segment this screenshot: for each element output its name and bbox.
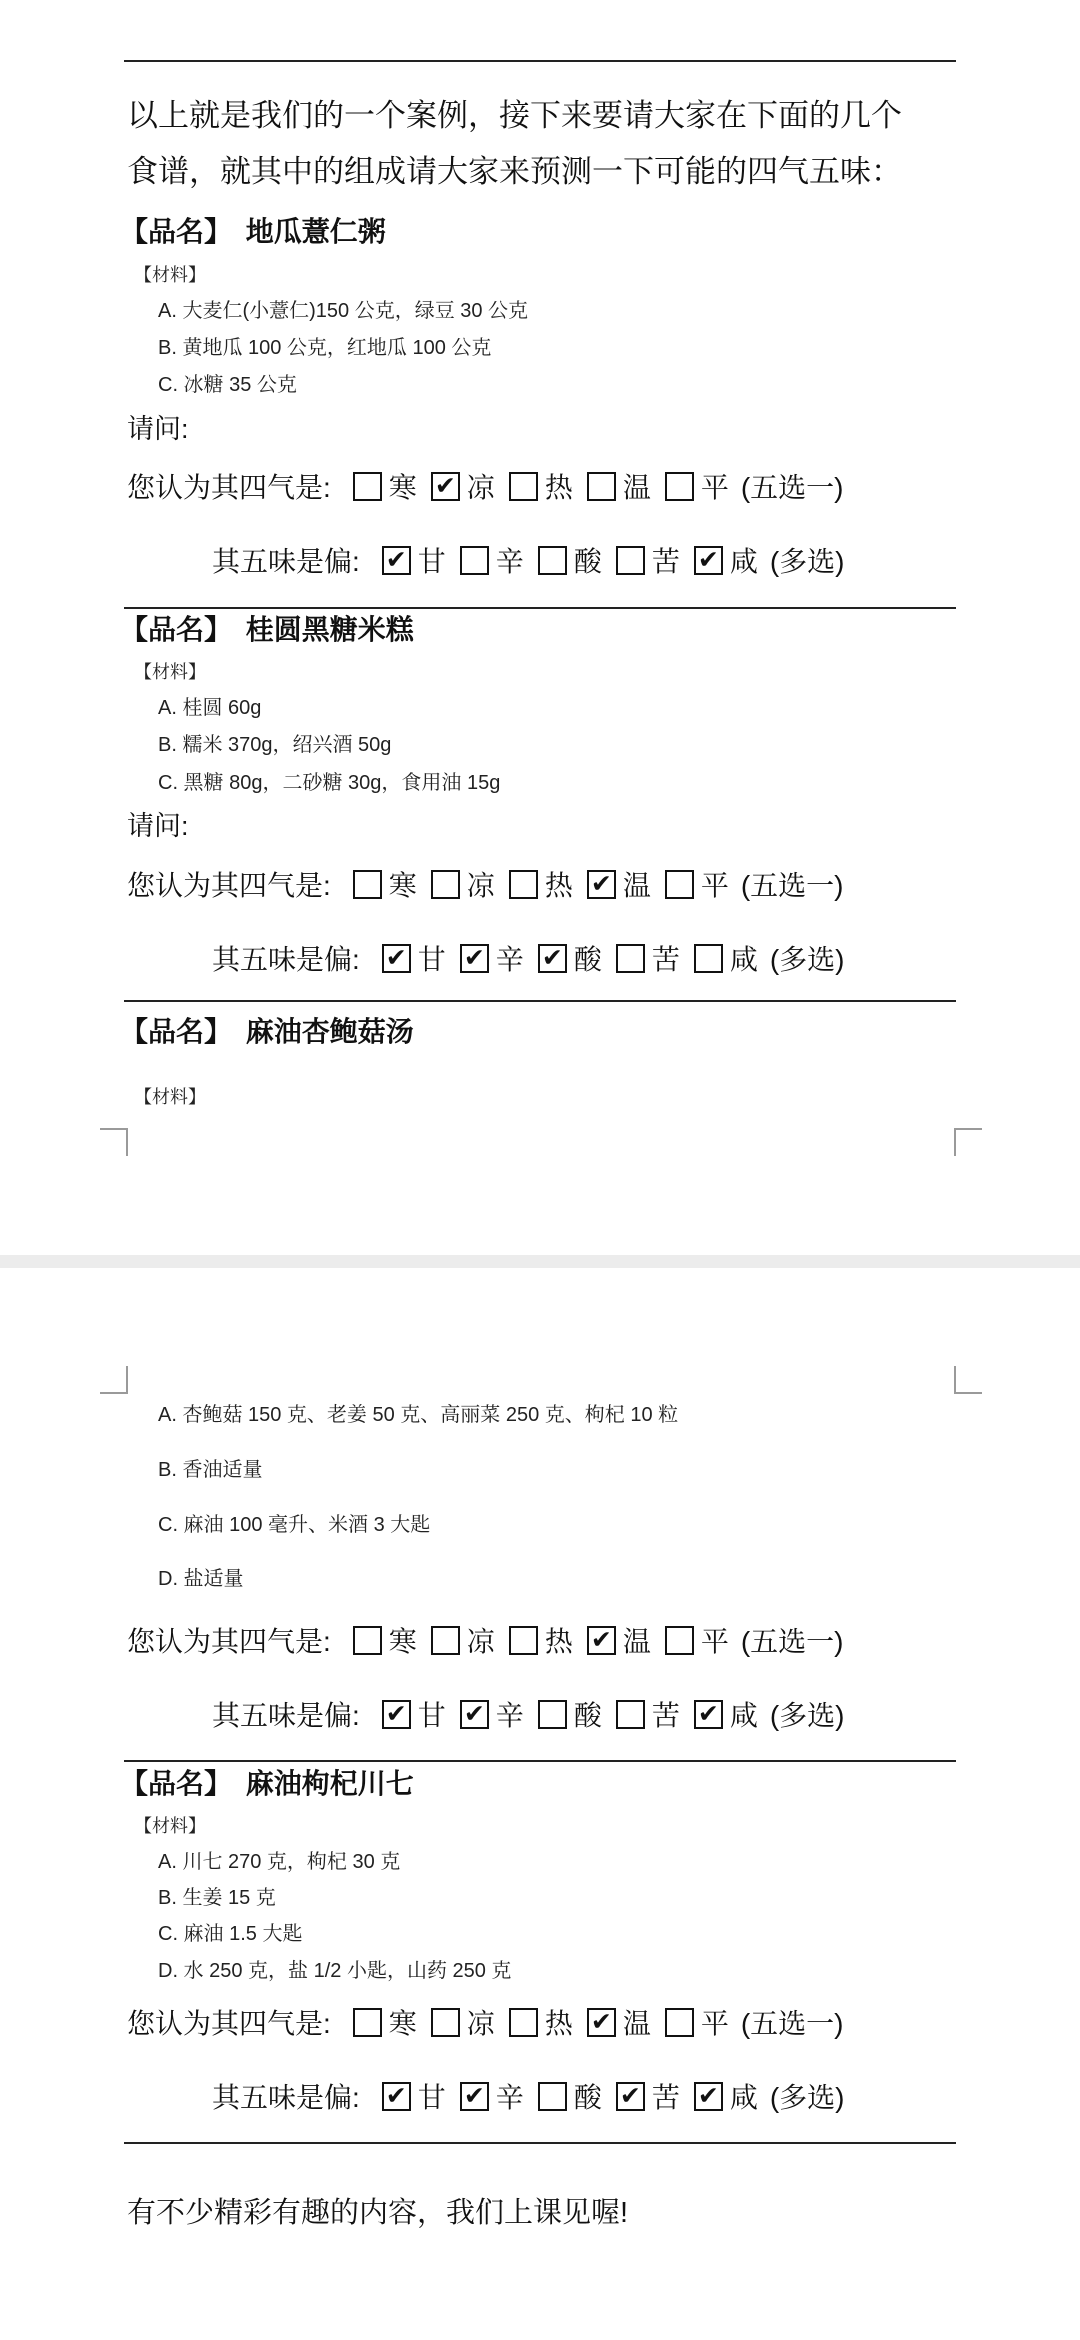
option-label: 咸 <box>729 2082 758 2113</box>
four-qi-row <box>127 2002 844 2042</box>
ingredient-item: C. 黑糖 80g，二砂糖 30g，食用油 15g <box>158 772 501 794</box>
option-label: 寒 <box>388 870 417 901</box>
ingredient-item: A. 桂圆 60g <box>158 697 262 719</box>
checkbox-unchecked[interactable] <box>665 2008 694 2037</box>
checkbox-unchecked[interactable] <box>509 472 538 501</box>
option-label: 温 <box>622 2008 651 2039</box>
checkbox-checked[interactable] <box>694 1700 723 1729</box>
checkbox-unchecked[interactable] <box>616 944 645 973</box>
checkbox-unchecked[interactable] <box>431 870 460 899</box>
materials-label: 【材料】 <box>134 1087 206 1107</box>
five-flavor-label: 其五味是偏: <box>212 944 360 975</box>
multi-choice-hint: (多选) <box>769 944 845 975</box>
check-icon: ✔ <box>590 2007 612 2036</box>
qi-option[interactable] <box>665 466 729 506</box>
check-icon: ✔ <box>385 2081 407 2110</box>
qi-option[interactable] <box>587 466 651 506</box>
page-margin-mark <box>954 1128 982 1156</box>
option-label: 辛 <box>495 944 524 975</box>
dish-name: 麻油杏鲍菇汤 <box>245 1016 414 1047</box>
qi-option[interactable] <box>509 1620 573 1660</box>
option-label: 甘 <box>417 546 446 577</box>
checkbox-checked[interactable] <box>694 546 723 575</box>
checkbox-unchecked[interactable] <box>509 870 538 899</box>
checkbox-unchecked[interactable] <box>616 1700 645 1729</box>
checkbox-checked[interactable] <box>382 546 411 575</box>
flavor-option[interactable] <box>460 938 524 978</box>
check-icon: ✔ <box>463 2081 485 2110</box>
qi-option[interactable] <box>431 2002 495 2042</box>
dish-name-prefix: 【品名】 <box>120 216 233 247</box>
ingredient-item: C. 冰糖 35 公克 <box>158 374 297 396</box>
check-icon: ✔ <box>541 943 563 972</box>
checkbox-unchecked[interactable] <box>665 870 694 899</box>
option-label: 苦 <box>651 2082 680 2113</box>
option-label: 热 <box>544 2008 573 2039</box>
ingredient-item: A. 杏鲍菇 150 克、老姜 50 克、高丽菜 250 克、枸杞 10 粒 <box>158 1404 679 1426</box>
option-label: 酸 <box>573 546 602 577</box>
option-label: 咸 <box>729 944 758 975</box>
four-qi-label: 您认为其四气是: <box>127 472 331 503</box>
checkbox-unchecked[interactable] <box>353 2008 382 2037</box>
document-page-2 <box>0 1268 1080 2340</box>
qi-option[interactable] <box>665 864 729 904</box>
check-icon: ✔ <box>434 471 456 500</box>
single-choice-hint: (五选一) <box>740 472 844 503</box>
qi-option[interactable] <box>353 1620 417 1660</box>
recipe-3-title <box>120 1010 414 1050</box>
check-icon: ✔ <box>463 943 485 972</box>
option-label: 平 <box>700 1626 729 1657</box>
four-qi-row <box>127 466 844 506</box>
option-label: 热 <box>544 472 573 503</box>
flavor-option[interactable] <box>694 540 758 580</box>
checkbox-checked[interactable] <box>616 2082 645 2111</box>
option-label: 酸 <box>573 1700 602 1731</box>
flavor-option[interactable] <box>538 938 602 978</box>
divider <box>124 1000 956 1002</box>
checkbox-checked[interactable] <box>382 944 411 973</box>
checkbox-unchecked[interactable] <box>509 1626 538 1655</box>
flavor-option[interactable] <box>694 1694 758 1734</box>
ingredient-item: D. 水 250 克，盐 1/2 小匙，山药 250 克 <box>158 1960 512 1982</box>
flavor-option[interactable] <box>460 540 524 580</box>
option-label: 凉 <box>466 2008 495 2039</box>
check-icon: ✔ <box>385 943 407 972</box>
option-label: 温 <box>622 1626 651 1657</box>
single-choice-hint: (五选一) <box>740 1626 844 1657</box>
qi-option[interactable] <box>587 864 651 904</box>
ingredient-item: A. 川七 270 克，枸杞 30 克 <box>158 1851 401 1873</box>
option-label: 平 <box>700 2008 729 2039</box>
five-flavor-row <box>212 540 845 580</box>
option-label: 甘 <box>417 2082 446 2113</box>
dish-name-prefix: 【品名】 <box>120 614 233 645</box>
ingredient-item: C. 麻油 100 毫升、米酒 3 大匙 <box>158 1514 431 1536</box>
divider <box>124 60 956 62</box>
flavor-option[interactable] <box>616 540 680 580</box>
five-flavor-row <box>212 938 845 978</box>
materials-label: 【材料】 <box>134 1816 206 1836</box>
flavor-option[interactable] <box>616 938 680 978</box>
four-qi-label: 您认为其四气是: <box>127 870 331 901</box>
checkbox-unchecked[interactable] <box>538 1700 567 1729</box>
divider <box>124 2142 956 2144</box>
four-qi-row <box>127 1620 844 1660</box>
checkbox-unchecked[interactable] <box>431 2008 460 2037</box>
page-margin-mark <box>954 1366 982 1394</box>
flavor-option[interactable] <box>538 2076 602 2116</box>
option-label: 辛 <box>495 1700 524 1731</box>
option-label: 平 <box>700 870 729 901</box>
dish-name: 麻油枸杞川七 <box>245 1768 414 1799</box>
option-label: 温 <box>622 472 651 503</box>
checkbox-checked[interactable] <box>431 472 460 501</box>
five-flavor-row <box>212 1694 845 1734</box>
single-choice-hint: (五选一) <box>740 870 844 901</box>
option-label: 热 <box>544 1626 573 1657</box>
option-label: 辛 <box>495 2082 524 2113</box>
dish-name-prefix: 【品名】 <box>120 1016 233 1047</box>
qi-option[interactable] <box>587 1620 651 1660</box>
qi-option[interactable] <box>431 1620 495 1660</box>
checkbox-checked[interactable] <box>460 1700 489 1729</box>
checkbox-unchecked[interactable] <box>509 2008 538 2037</box>
checkbox-checked[interactable] <box>587 2008 616 2037</box>
page-break <box>0 1255 1080 1268</box>
check-icon: ✔ <box>385 1699 407 1728</box>
multi-choice-hint: (多选) <box>769 1700 845 1731</box>
option-label: 酸 <box>573 944 602 975</box>
question-prefix: 请问: <box>127 414 189 444</box>
check-icon: ✔ <box>697 545 719 574</box>
qi-option[interactable] <box>431 466 495 506</box>
option-label: 苦 <box>651 1700 680 1731</box>
intro-line-2: 食谱，就其中的组成请大家来预测一下可能的四气五味： <box>127 154 902 189</box>
question-prefix: 请问: <box>127 811 189 841</box>
checkbox-checked[interactable] <box>694 2082 723 2111</box>
five-flavor-label: 其五味是偏: <box>212 1700 360 1731</box>
option-label: 苦 <box>651 546 680 577</box>
check-icon: ✔ <box>697 2081 719 2110</box>
checkbox-checked[interactable] <box>587 1626 616 1655</box>
checkbox-unchecked[interactable] <box>538 2082 567 2111</box>
option-label: 咸 <box>729 546 758 577</box>
ingredient-item: D. 盐适量 <box>158 1568 244 1590</box>
option-label: 寒 <box>388 2008 417 2039</box>
checkbox-unchecked[interactable] <box>460 546 489 575</box>
option-label: 温 <box>622 870 651 901</box>
flavor-option[interactable] <box>538 540 602 580</box>
ingredient-item: B. 糯米 370g，绍兴酒 50g <box>158 734 392 756</box>
dish-name: 地瓜薏仁粥 <box>245 216 386 247</box>
flavor-option[interactable] <box>460 1694 524 1734</box>
option-label: 寒 <box>388 1626 417 1657</box>
qi-option[interactable] <box>431 864 495 904</box>
option-label: 凉 <box>466 1626 495 1657</box>
checkbox-unchecked[interactable] <box>587 472 616 501</box>
flavor-option[interactable] <box>694 2076 758 2116</box>
qi-option[interactable] <box>509 466 573 506</box>
five-flavor-label: 其五味是偏: <box>212 2082 360 2113</box>
single-choice-hint: (五选一) <box>740 2008 844 2039</box>
checkbox-unchecked[interactable] <box>353 1626 382 1655</box>
checkbox-unchecked[interactable] <box>665 472 694 501</box>
flavor-option[interactable] <box>616 1694 680 1734</box>
ingredient-item: B. 黄地瓜 100 公克，红地瓜 100 公克 <box>158 337 492 359</box>
option-label: 平 <box>700 472 729 503</box>
recipe-4-title <box>120 1762 414 1802</box>
dish-name-prefix: 【品名】 <box>120 1768 233 1799</box>
checkbox-unchecked[interactable] <box>616 546 645 575</box>
qi-option[interactable] <box>665 2002 729 2042</box>
option-label: 寒 <box>388 472 417 503</box>
checkbox-unchecked[interactable] <box>538 546 567 575</box>
qi-option[interactable] <box>665 1620 729 1660</box>
qi-option[interactable] <box>353 864 417 904</box>
check-icon: ✔ <box>385 545 407 574</box>
qi-option[interactable] <box>509 864 573 904</box>
ingredient-item: A. 大麦仁(小薏仁)150 公克，绿豆 30 公克 <box>158 300 529 322</box>
dish-name: 桂圆黑糖米糕 <box>245 614 414 645</box>
checkbox-unchecked[interactable] <box>665 1626 694 1655</box>
closing-note: 有不少精彩有趣的内容，我们上课见喔! <box>127 2197 629 2229</box>
materials-label: 【材料】 <box>134 265 206 285</box>
recipe-1-title <box>120 210 386 250</box>
five-flavor-label: 其五味是偏: <box>212 546 360 577</box>
materials-label: 【材料】 <box>134 662 206 682</box>
checkbox-checked[interactable] <box>538 944 567 973</box>
four-qi-label: 您认为其四气是: <box>127 1626 331 1657</box>
option-label: 辛 <box>495 546 524 577</box>
checkbox-unchecked[interactable] <box>353 870 382 899</box>
flavor-option[interactable] <box>382 938 446 978</box>
check-icon: ✔ <box>590 869 612 898</box>
check-icon: ✔ <box>590 1625 612 1654</box>
option-label: 酸 <box>573 2082 602 2113</box>
checkbox-unchecked[interactable] <box>431 1626 460 1655</box>
qi-option[interactable] <box>509 2002 573 2042</box>
check-icon: ✔ <box>697 1699 719 1728</box>
multi-choice-hint: (多选) <box>769 546 845 577</box>
page-margin-mark <box>100 1366 128 1394</box>
intro-line-1: 以上就是我们的一个案例，接下来要请大家在下面的几个 <box>127 98 902 133</box>
checkbox-unchecked[interactable] <box>353 472 382 501</box>
checkbox-unchecked[interactable] <box>694 944 723 973</box>
flavor-option[interactable] <box>382 2076 446 2116</box>
flavor-option[interactable] <box>694 938 758 978</box>
checkbox-checked[interactable] <box>460 2082 489 2111</box>
option-label: 甘 <box>417 1700 446 1731</box>
option-label: 凉 <box>466 472 495 503</box>
recipe-2-title-text <box>120 608 414 648</box>
flavor-option[interactable] <box>616 2076 680 2116</box>
check-icon: ✔ <box>463 1699 485 1728</box>
checkbox-checked[interactable] <box>382 1700 411 1729</box>
four-qi-row <box>127 864 844 904</box>
flavor-option[interactable] <box>538 1694 602 1734</box>
option-label: 凉 <box>466 870 495 901</box>
option-label: 咸 <box>729 1700 758 1731</box>
flavor-option[interactable] <box>382 1694 446 1734</box>
qi-option[interactable] <box>587 2002 651 2042</box>
option-label: 甘 <box>417 944 446 975</box>
flavor-option[interactable] <box>460 2076 524 2116</box>
qi-option[interactable] <box>353 466 417 506</box>
ingredient-item: B. 生姜 15 克 <box>158 1887 276 1909</box>
checkbox-checked[interactable] <box>587 870 616 899</box>
page-margin-mark <box>100 1128 128 1156</box>
five-flavor-row <box>212 2076 845 2116</box>
ingredient-item: C. 麻油 1.5 大匙 <box>158 1923 303 1945</box>
option-label: 苦 <box>651 944 680 975</box>
checkbox-checked[interactable] <box>382 2082 411 2111</box>
four-qi-label: 您认为其四气是: <box>127 2008 331 2039</box>
multi-choice-hint: (多选) <box>769 2082 845 2113</box>
check-icon: ✔ <box>619 2081 641 2110</box>
flavor-option[interactable] <box>382 540 446 580</box>
ingredient-item: B. 香油适量 <box>158 1459 263 1481</box>
option-label: 热 <box>544 870 573 901</box>
checkbox-checked[interactable] <box>460 944 489 973</box>
qi-option[interactable] <box>353 2002 417 2042</box>
